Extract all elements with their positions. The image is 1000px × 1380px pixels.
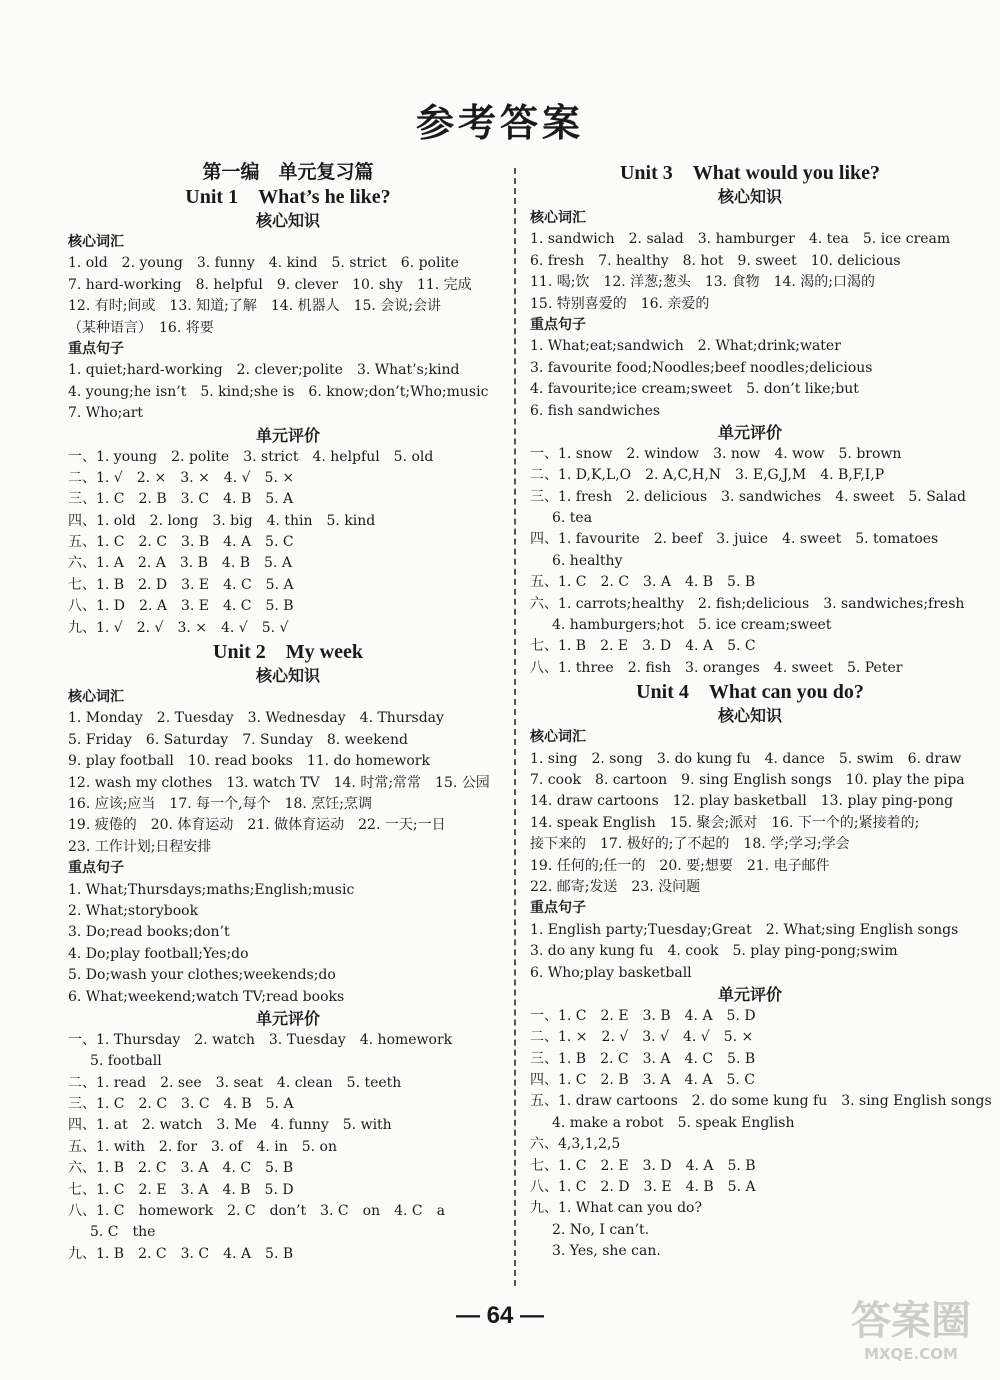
unit1-eval-heading: 单元评价	[255, 425, 320, 445]
unit4-eval-line: 三、1. B 2. C 3. A 4. C 5. B	[530, 1050, 756, 1067]
unit4-sentence-line: 6. Who;play basketball	[530, 964, 692, 981]
unit3-sentences-label: 重点句子	[530, 316, 586, 333]
unit4-vocab-line: 7. cook 8. cartoon 9. sing English songs 10. play the pipa	[530, 771, 965, 788]
unit2-vocab-line: 23. 工作计划;日程安排	[68, 838, 212, 855]
unit2-eval-line: 二、1. read 2. see 3. seat 4. clean 5. teeth	[68, 1074, 402, 1091]
unit1-sentence-line: 1. quiet;hard-working 2. clever;polite 3. What’s;kind	[68, 362, 460, 379]
unit1-eval-line: 九、1. √ 2. √ 3. × 4. √ 5. √	[68, 619, 289, 636]
unit2-heading: Unit 2 My week	[213, 641, 363, 664]
unit4-vocab-line: 22. 邮寄;发送 23. 没问题	[530, 878, 701, 895]
watermark-text: 答案圈	[851, 1298, 971, 1344]
unit1-eval-line: 四、1. old 2. long 3. big 4. thin 5. kind	[68, 512, 376, 529]
unit1-sentence-line: 7. Who;art	[68, 405, 144, 422]
unit3-vocab-label: 核心词汇	[530, 210, 586, 226]
unit3-eval-line: 6. tea	[552, 510, 593, 527]
unit2-sentence-line: 3. Do;read books;don’t	[68, 924, 230, 941]
unit3-eval-line: 八、1. three 2. fish 3. oranges 4. sweet 5. Peter	[530, 659, 903, 676]
unit1-heading: Unit 1 What’s he like?	[185, 186, 391, 208]
unit2-eval-line: 5. C the	[90, 1224, 156, 1241]
unit4-sentence-line: 3. do any kung fu 4. cook 5. play ping-pong;swim	[530, 943, 898, 960]
unit1-vocab-line: （某种语言） 16. 将要	[68, 319, 214, 336]
unit2-vocab-line: 9. play football 10. read books 11. do homework	[68, 753, 430, 770]
unit4-eval-line: 二、1. × 2. √ 3. √ 4. √ 5. ×	[530, 1029, 754, 1046]
unit3-eval-line: 四、1. favourite 2. beef 3. juice 4. sweet 5. tomatoes	[530, 531, 939, 548]
unit2-vocab-line: 16. 应该;应当 17. 每一个,每个 18. 烹饪;烹调	[68, 795, 373, 812]
unit3-eval-heading: 单元评价	[717, 422, 782, 442]
unit4-eval-line: 3. Yes, she can.	[552, 1243, 661, 1260]
unit4-vocab-line: 接下来的 17. 极好的;了不起的 18. 学;学习;学会	[530, 836, 850, 853]
unit1-eval-line: 五、1. C 2. C 3. B 4. A 5. C	[68, 534, 294, 551]
unit1-eval-line: 七、1. B 2. D 3. E 4. C 5. A	[68, 576, 294, 593]
unit4-eval-line: 六、4,3,1,2,5	[530, 1136, 621, 1153]
unit2-eval-line: 七、1. C 2. E 3. A 4. B 5. D	[68, 1181, 294, 1198]
unit2-eval-heading: 单元评价	[255, 1008, 320, 1028]
unit3-eval-line: 六、1. carrots;healthy 2. fish;delicious 3. sandwiches;fresh	[530, 595, 965, 612]
page-title: 参考答案	[415, 100, 584, 145]
unit3-vocab-line: 15. 特别喜爱的 16. 亲爱的	[530, 295, 710, 312]
unit3-sentence-line: 3. favourite food;Noodles;beef noodles;delicious	[530, 359, 873, 376]
unit4-eval-line: 七、1. C 2. E 3. D 4. A 5. B	[530, 1157, 756, 1174]
unit2-vocab-line: 1. Monday 2. Tuesday 3. Wednesday 4. Thursday	[68, 710, 444, 727]
unit4-sentence-line: 1. English party;Tuesday;Great 2. What;sing English songs	[530, 921, 959, 938]
unit3-eval-line: 二、1. D,K,L,O 2. A,C,H,N 3. E,G,J,M 4. B,F,I,P	[530, 467, 885, 484]
left-column	[68, 160, 508, 1265]
watermark-site: MXQE.COM	[864, 1345, 958, 1363]
unit1-sentences-label: 重点句子	[68, 340, 124, 357]
unit2-eval-line: 五、1. with 2. for 3. of 4. in 5. on	[68, 1138, 337, 1155]
unit1-vocab-line: 7. hard-working 8. helpful 9. clever 10. shy 11. 完成	[68, 276, 472, 293]
unit1-eval-line: 一、1. young 2. polite 3. strict 4. helpful 5. old	[68, 448, 434, 465]
unit4-eval-line: 八、1. C 2. D 3. E 4. B 5. A	[530, 1179, 756, 1196]
unit1-eval-line: 二、1. √ 2. × 3. × 4. √ 5. ×	[68, 469, 295, 486]
right-column	[530, 160, 992, 1263]
unit3-eval-line: 五、1. C 2. C 3. A 4. B 5. B	[530, 574, 756, 591]
unit2-sentence-line: 2. What;storybook	[68, 902, 199, 919]
unit2-eval-line: 三、1. C 2. C 3. C 4. B 5. A	[68, 1096, 294, 1113]
unit4-eval-line: 四、1. C 2. B 3. A 4. A 5. C	[530, 1072, 755, 1089]
unit3-vocab-line: 11. 喝;饮 12. 洋葱;葱头 13. 食物 14. 渴的;口渴的	[530, 274, 876, 291]
unit2-eval-line: 四、1. at 2. watch 3. Me 4. funny 5. with	[68, 1117, 392, 1134]
unit1-vocab-line: 12. 有时;间或 13. 知道;了解 14. 机器人 15. 会说;会讲	[68, 298, 442, 315]
unit2-vocab-label: 核心词汇	[68, 689, 124, 706]
part-heading: 第一编 单元复习篇	[202, 161, 374, 183]
unit4-vocab-line: 1. sing 2. song 3. do kung fu 4. dance 5. swim 6. draw	[530, 750, 962, 767]
unit2-eval-line: 六、1. B 2. C 3. A 4. C 5. B	[68, 1160, 294, 1177]
unit1-sentence-line: 4. young;he isn’t 5. kind;she is 6. know;don’t;Who;music	[68, 383, 489, 400]
unit2-sentences-label: 重点句子	[68, 860, 124, 877]
unit2-eval-line: 八、1. C homework 2. C don’t 3. C on 4. C a	[68, 1203, 445, 1220]
unit2-eval-line: 5. football	[90, 1053, 162, 1070]
unit4-heading: Unit 4 What can you do?	[636, 681, 864, 704]
unit3-eval-line: 七、1. B 2. E 3. D 4. A 5. C	[530, 638, 756, 655]
unit4-eval-line: 九、1. What can you do?	[530, 1200, 702, 1217]
page-number: — 64 —	[455, 1302, 545, 1329]
unit4-vocab-line: 19. 任何的;任一的 20. 要;想要 21. 电子邮件	[530, 857, 830, 874]
unit3-eval-line: 6. healthy	[552, 552, 623, 569]
unit2-sentence-line: 4. Do;play football;Yes;do	[68, 945, 249, 962]
unit3-knowledge-heading: 核心知识	[717, 187, 782, 206]
unit2-vocab-line: 5. Friday 6. Saturday 7. Sunday 8. weekend	[68, 731, 408, 748]
unit4-sentences-label: 重点句子	[530, 900, 586, 917]
unit2-sentence-line: 6. What;weekend;watch TV;read books	[68, 988, 345, 1005]
unit2-knowledge-heading: 核心知识	[255, 666, 320, 686]
watermark-logo	[836, 1298, 986, 1372]
unit3-vocab-line: 6. fresh 7. healthy 8. hot 9. sweet 10. delicious	[530, 252, 901, 269]
unit1-eval-line: 三、1. C 2. B 3. C 4. B 5. A	[68, 491, 294, 508]
unit2-vocab-line: 12. wash my clothes 13. watch TV 14. 时常;常常 15. 公园	[68, 774, 490, 791]
unit3-heading: Unit 3 What would you like?	[619, 162, 881, 184]
column-divider	[514, 168, 516, 1286]
unit4-eval-line: 一、1. C 2. E 3. B 4. A 5. D	[530, 1007, 756, 1024]
unit1-eval-line: 六、1. A 2. A 3. B 4. B 5. A	[68, 555, 292, 572]
unit1-vocab-line: 1. old 2. young 3. funny 4. kind 5. strict 6. polite	[68, 255, 459, 272]
unit2-vocab-line: 19. 疲倦的 20. 体育运动 21. 做体育运动 22. 一天;一日	[68, 817, 446, 834]
unit4-eval-line: 五、1. draw cartoons 2. do some kung fu 3. sing English songs	[530, 1093, 992, 1110]
unit4-eval-line: 2. No, I can’t.	[552, 1221, 650, 1238]
unit4-eval-heading: 单元评价	[717, 984, 782, 1004]
unit3-vocab-line: 1. sandwich 2. salad 3. hamburger 4. tea 5. ice cream	[530, 231, 951, 248]
unit4-vocab-line: 14. draw cartoons 12. play basketball 13. play ping-pong	[530, 793, 954, 810]
unit4-vocab-line: 14. speak English 15. 聚会;派对 16. 下一个的;紧接着的;	[530, 814, 920, 831]
unit3-eval-line: 一、1. snow 2. window 3. now 4. wow 5. brown	[530, 445, 902, 462]
unit1-knowledge-heading: 核心知识	[255, 211, 320, 230]
unit2-eval-line: 一、1. Thursday 2. watch 3. Tuesday 4. homework	[68, 1031, 453, 1048]
unit3-eval-line: 4. hamburgers;hot 5. ice cream;sweet	[552, 617, 832, 634]
unit2-sentence-line: 5. Do;wash your clothes;weekends;do	[68, 967, 336, 984]
unit3-eval-line: 三、1. fresh 2. delicious 3. sandwiches 4. sweet 5. Salad	[530, 488, 966, 505]
unit1-eval-line: 八、1. D 2. A 3. E 4. C 5. B	[68, 598, 294, 615]
unit4-knowledge-heading: 核心知识	[717, 706, 782, 726]
unit2-eval-line: 九、1. B 2. C 3. C 4. A 5. B	[68, 1245, 294, 1262]
unit4-vocab-label: 核心词汇	[530, 729, 586, 746]
unit4-eval-line: 4. make a robot 5. speak English	[552, 1114, 795, 1131]
unit2-sentence-line: 1. What;Thursdays;maths;English;music	[68, 881, 355, 898]
unit1-vocab-label: 核心词汇	[68, 234, 124, 250]
unit3-sentence-line: 6. fish sandwiches	[530, 402, 661, 419]
unit3-sentence-line: 1. What;eat;sandwich 2. What;drink;water	[530, 338, 841, 355]
unit3-sentence-line: 4. favourite;ice cream;sweet 5. don’t like;but	[530, 381, 859, 398]
